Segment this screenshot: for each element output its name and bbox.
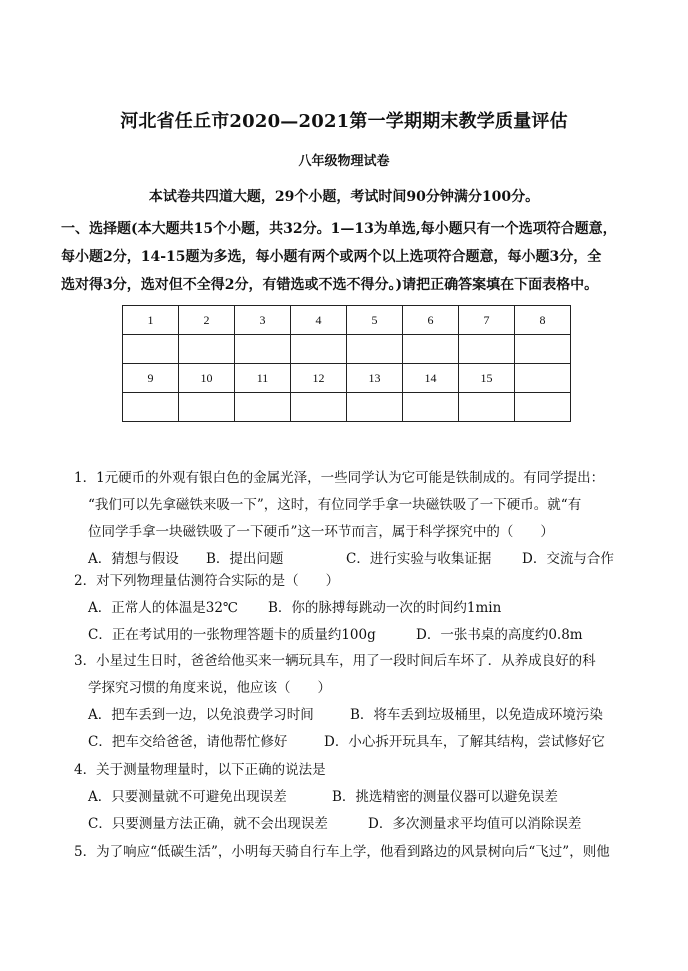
option-d[interactable]: D．多次测量求平均值可以消除误差 [368, 816, 582, 832]
option-a[interactable]: A．只要测量就不可避免出现误差 [88, 789, 287, 805]
question-text: 1．1元硬币的外观有银白色的金属光泽，一些同学认为它可能是铁制成的。有同学提出： [74, 470, 605, 486]
answer-cell[interactable] [459, 393, 515, 422]
question-text: 3．小星过生日时，爸爸给他买来一辆玩具车，用了一段时间后车坏了．从养成良好的科 [74, 653, 596, 669]
answer-number [515, 364, 571, 393]
answer-cell[interactable] [403, 393, 459, 422]
answer-cell[interactable] [403, 335, 459, 364]
option-row [74, 784, 634, 811]
answer-cell[interactable] [515, 335, 571, 364]
option-a[interactable]: A．把车丢到一边，以免浪费学习时间 [88, 707, 314, 723]
answer-number: 5 [347, 306, 403, 335]
option-d[interactable]: D．交流与合作 [522, 551, 614, 567]
answer-number: 11 [235, 364, 291, 393]
section1-instructions [61, 215, 631, 299]
option-b[interactable]: B．挑选精密的测量仪器可以避免误差 [332, 789, 558, 805]
answer-cell[interactable] [235, 335, 291, 364]
answer-table [122, 305, 571, 422]
option-c[interactable]: C．正在考试用的一张物理答题卡的质量约100g [88, 627, 376, 643]
exam-title: 河北省任丘市2020—2021第一学期期末教学质量评估 [120, 111, 568, 132]
section1-line: 每小题2分，14-15题为多选，每小题有两个或两个以上选项符合题意，每小题3分，全 [61, 249, 602, 265]
answer-number: 12 [291, 364, 347, 393]
answer-cell[interactable] [347, 393, 403, 422]
answer-cell[interactable] [179, 335, 235, 364]
question-3 [74, 648, 634, 756]
section1-line: 一、选择题(本大题共15个小题，共32分。1—13为单选,每小题只有一个选项符合题意， [61, 221, 617, 237]
option-a[interactable]: A．猜想与假设 [88, 551, 179, 567]
option-c[interactable]: C．只要测量方法正确，就不会出现误差 [88, 816, 328, 832]
section1-line: 选对得3分，选对但不全得2分，有错选或不选不得分。)请把正确答案填在下面表格中。 [61, 277, 599, 293]
option-row [74, 702, 634, 729]
question-text: 4．关于测量物理量时，以下正确的说法是 [74, 762, 326, 778]
question-2 [74, 568, 634, 649]
answer-cell[interactable] [179, 393, 235, 422]
option-d[interactable]: D．一张书桌的高度约0.8m [416, 627, 583, 643]
question-text: “我们可以先拿磁铁来吸一下”，这时，有位同学手拿一块磁铁吸了一下硬币。就“有 [88, 497, 582, 513]
option-b[interactable]: B．将车丢到垃圾桶里，以免造成环境污染 [350, 707, 603, 723]
answer-number: 1 [123, 306, 179, 335]
answer-number: 2 [179, 306, 235, 335]
answer-table-blank-row [123, 393, 571, 422]
option-row [74, 595, 634, 622]
question-5 [74, 839, 634, 866]
option-d[interactable]: D．小心拆开玩具车，了解其结构，尝试修好它 [324, 734, 605, 750]
option-row [74, 622, 634, 649]
answer-cell[interactable] [347, 335, 403, 364]
answer-cell[interactable] [291, 393, 347, 422]
answer-number: 14 [403, 364, 459, 393]
option-row [74, 729, 634, 756]
question-text: 学探究习惯的角度来说，他应该（ ） [88, 680, 331, 696]
answer-table-blank-row [123, 335, 571, 364]
answer-number: 4 [291, 306, 347, 335]
answer-number: 9 [123, 364, 179, 393]
question-text: 位同学手拿一块磁铁吸了一下硬币”这一环节而言，属于科学探究中的（ ） [88, 524, 554, 540]
option-b[interactable]: B．你的脉搏每跳动一次的时间约1min [268, 600, 502, 616]
answer-cell[interactable] [123, 393, 179, 422]
option-c[interactable]: C．进行实验与收集证据 [346, 551, 492, 567]
answer-number: 7 [459, 306, 515, 335]
question-text: 5．为了响应“低碳生活”，小明每天骑自行车上学，他看到路边的风景树向后“飞过”，则他 [74, 844, 610, 860]
exam-subtitle: 八年级物理试卷 [298, 154, 390, 169]
answer-cell[interactable] [515, 393, 571, 422]
answer-cell[interactable] [123, 335, 179, 364]
answer-number: 13 [347, 364, 403, 393]
answer-table-number-row [123, 364, 571, 393]
answer-number: 10 [179, 364, 235, 393]
answer-number: 8 [515, 306, 571, 335]
option-a[interactable]: A．正常人的体温是32℃ [88, 600, 239, 616]
question-1 [74, 465, 634, 573]
exam-intro: 本试卷共四道大题，29个小题，考试时间90分钟满分100分。 [148, 189, 540, 205]
answer-cell[interactable] [235, 393, 291, 422]
answer-number: 6 [403, 306, 459, 335]
question-4 [74, 757, 634, 838]
answer-number: 15 [459, 364, 515, 393]
question-text: 2．对下列物理量估测符合实际的是（ ） [74, 573, 340, 589]
answer-table-number-row [123, 306, 571, 335]
option-c[interactable]: C．把车交给爸爸，请他帮忙修好 [88, 734, 288, 750]
answer-cell[interactable] [291, 335, 347, 364]
option-row [74, 811, 634, 838]
answer-number: 3 [235, 306, 291, 335]
option-b[interactable]: B．提出问题 [206, 551, 284, 567]
answer-cell[interactable] [459, 335, 515, 364]
